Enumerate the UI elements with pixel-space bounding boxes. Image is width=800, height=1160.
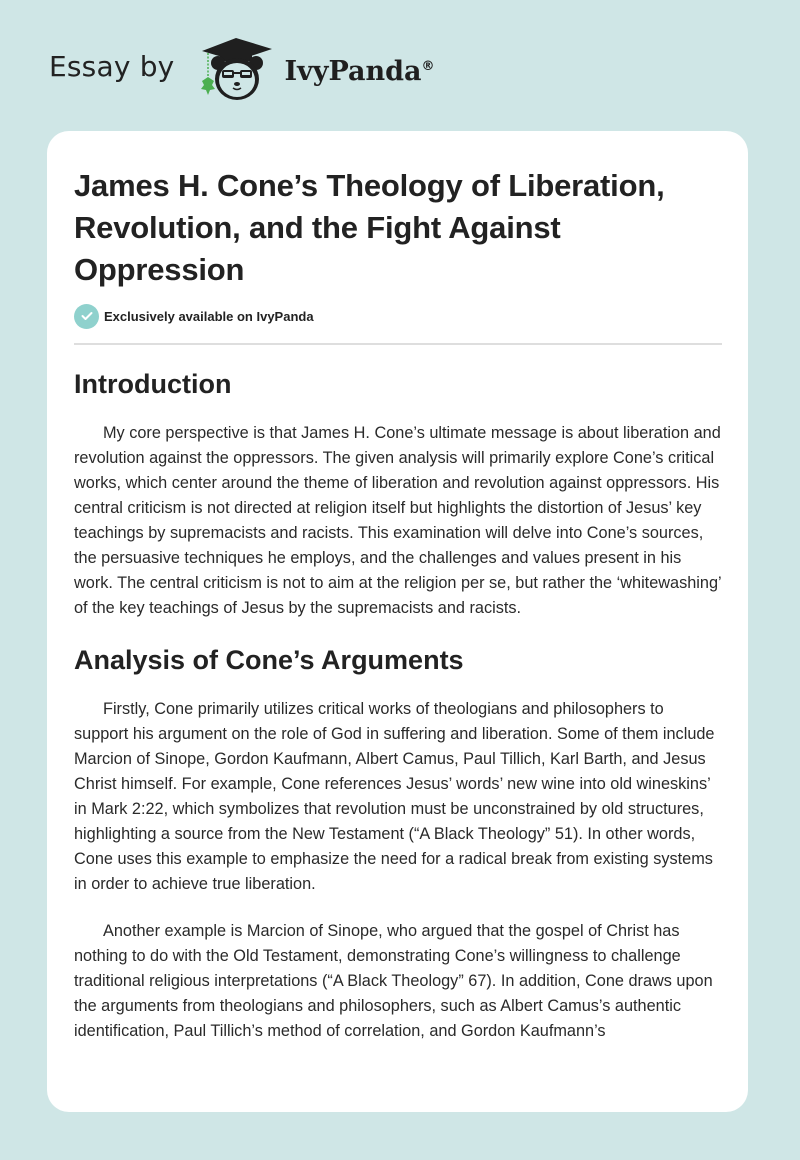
- essay-card: [47, 131, 748, 1112]
- site-header-brand[interactable]: [49, 34, 435, 104]
- section-heading: Analysis of Cone’s Arguments: [74, 645, 464, 675]
- section-analysis: [74, 643, 722, 1044]
- paragraph: Another example is Marcion of Sinope, who argued that the gospel of Christ has nothing to do with the Old Testament, demonstrating Cone’s willingness to challenge traditional religious interpretations (“A Black Theology” 67). In addition, Cone draws upon the arguments from theologians and philosophers, such as Albert Camus’s authentic identification, Paul Tillich’s method of correlation, and Gordon Kaufmann’s: [74, 922, 713, 1040]
- section-introduction: [74, 367, 722, 621]
- page-title: James H. Cone’s Theology of Liberation, Revolution, and the Fight Against Oppression: [74, 168, 665, 287]
- section-heading: Introduction: [74, 369, 232, 399]
- exclusive-badge: [74, 303, 722, 329]
- panda-graduate-logo-icon: [194, 33, 278, 105]
- brand-name: IvyPanda®: [284, 55, 435, 87]
- paragraph: Firstly, Cone primarily utilizes critical works of theologians and philosophers to support his argument on the role of God in suffering and liberation. Some of them include Marcion of Sinope, Gordon Kaufmann, Albert Camus, Paul Tillich, Karl Barth, and Jesus Christ himself. For example, Cone references Jesus’ words’ new wine into old wineskins’ in Mark 2:22, which symbolizes that revolution must be unconstrained by old structures, highlighting a source from the New Testament (“A Black Theology” 51). In other words, Cone uses this example to emphasize the need for a radical break from existing systems in order to achieve true liberation.: [74, 700, 715, 893]
- registered-mark: ®: [421, 58, 435, 74]
- paragraph: My core perspective is that James H. Cone’s ultimate message is about liberation and revolution against the oppressors. The given analysis will primarily explore Cone’s critical works, which center around the theme of liberation and revolution against oppressors. His central criticism is not directed at religion itself but highlights the distortion of Jesus’ key teachings by supremacists and racists. This examination will delve into Cone’s sources, the persuasive techniques he employs, and the challenges and values present in his work. The central criticism is not to aim at the religion per se, but rather the ‘whitewashing’ of the key teachings of Jesus by the supremacists and racists.: [74, 424, 722, 617]
- check-circle-icon: [74, 304, 99, 329]
- exclusive-text: Exclusively available on IvyPanda: [104, 308, 314, 324]
- divider: [74, 343, 722, 345]
- essay-by-label: Essay by: [49, 49, 175, 83]
